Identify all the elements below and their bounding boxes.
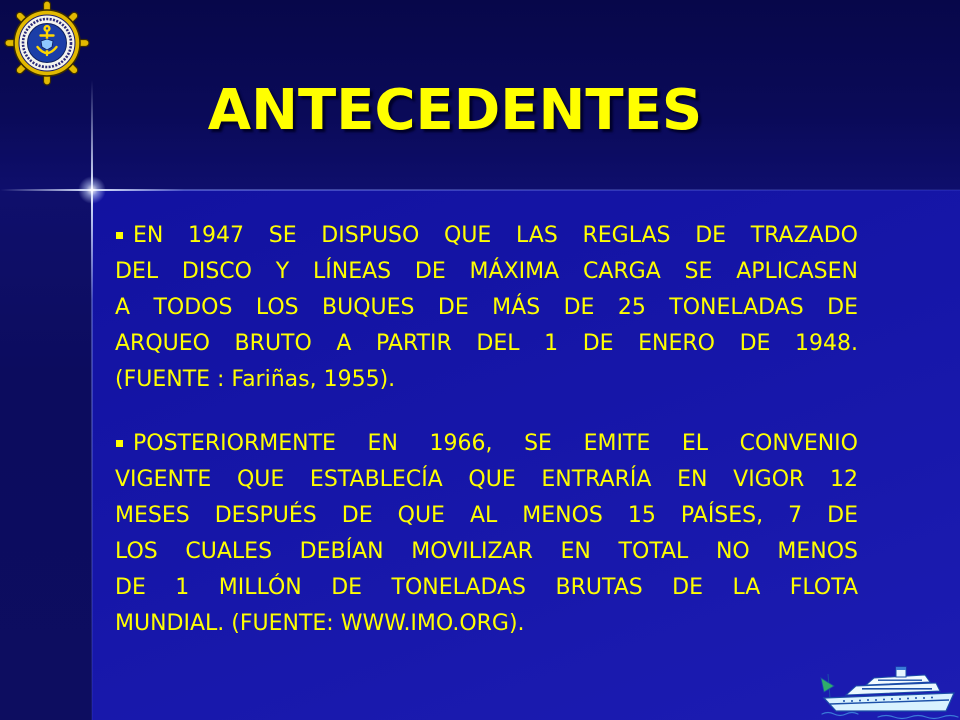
bullet-1-line-5: (FUENTE : Fariñas, 1955). xyxy=(115,367,396,392)
panel-top-edge xyxy=(92,189,960,191)
bullet-1-line-2: DEL DISCO Y LÍNEAS DE MÁXIMA CARGA SE APLICASEN xyxy=(115,259,858,284)
bullet-2-line-1 xyxy=(115,426,858,462)
bullet-list xyxy=(115,218,858,642)
bullet-1-line-4: ARQUEO BRUTO A PARTIR DEL 1 DE ENERO DE 1948. xyxy=(115,331,858,356)
cruise-ship-icon xyxy=(818,664,960,720)
bullet-2-line-3: MESES DESPUÉS DE QUE AL MENOS 15 PAÍSES, 7 DE xyxy=(115,503,858,528)
bullet-item-1 xyxy=(115,218,858,398)
bullet-item-2 xyxy=(115,426,858,642)
bullet-2-line-1-text: POSTERIORMENTE EN 1966, SE EMITE EL CONVENIO xyxy=(133,431,858,456)
bullet-1-line-1 xyxy=(115,218,858,254)
square-bullet-icon xyxy=(115,426,133,462)
bullet-1-line-3: A TODOS LOS BUQUES DE MÁS DE 25 TONELADAS DE xyxy=(115,295,858,320)
ship-wheel-emblem-icon xyxy=(0,0,96,90)
bullet-2-line-5: DE 1 MILLÓN DE TONELADAS BRUTAS DE LA FLOTA xyxy=(115,575,858,600)
bullet-2-line-2: VIGENTE QUE ESTABLECÍA QUE ENTRARÍA EN VIGOR 12 xyxy=(115,467,858,492)
lens-flare-star-icon xyxy=(78,176,106,204)
square-bullet-icon xyxy=(115,218,133,254)
bullet-2-line-4: LOS CUALES DEBÍAN MOVILIZAR EN TOTAL NO MENOS xyxy=(115,539,858,564)
bullet-2-line-6: MUNDIAL. (FUENTE: WWW.IMO.ORG). xyxy=(115,611,525,636)
bullet-1-line-1-text: EN 1947 SE DISPUSO QUE LAS REGLAS DE TRAZADO xyxy=(133,223,858,248)
slide-title: ANTECEDENTES xyxy=(207,78,703,143)
left-background-strip xyxy=(0,190,92,720)
